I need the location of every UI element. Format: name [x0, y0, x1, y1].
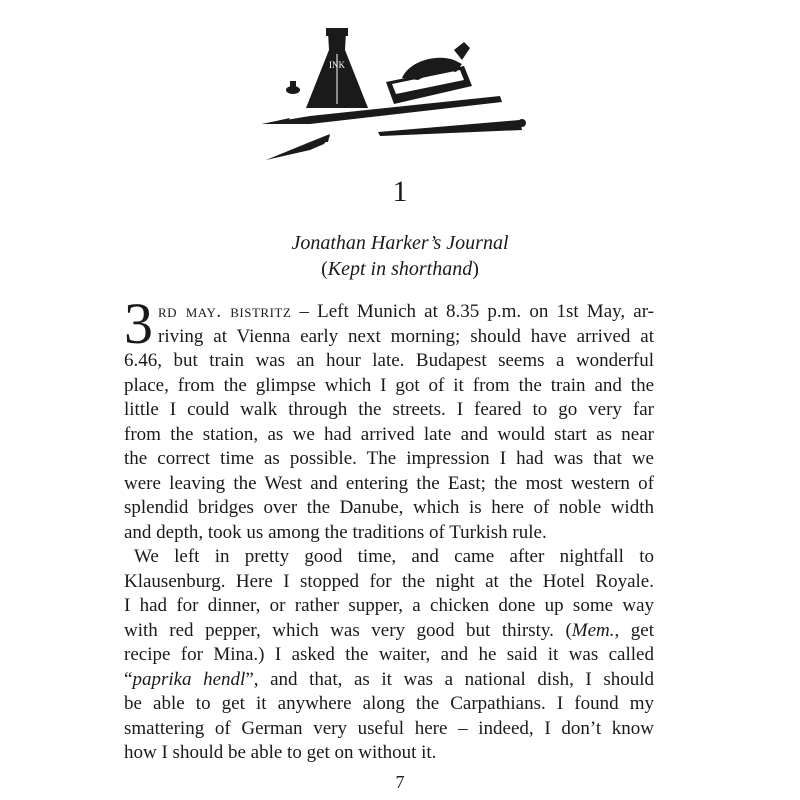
- paragraph-line: 6.46, but train was an hour late. Budapest seems a wonderful: [124, 350, 654, 371]
- paragraph-line: I had for dinner, or rather supper, a chicken done up some way: [124, 595, 654, 616]
- paragraph-line: riving at Vienna early next morning; should have arrived at: [158, 325, 654, 347]
- pen-icon: [262, 96, 502, 124]
- page-number: 7: [395, 772, 405, 792]
- paragraph-line: with red pepper, which was very good but thirsty. (Mem., get: [124, 619, 654, 641]
- ink-bottle-icon: [306, 28, 368, 108]
- journal-title: Jonathan Harker’s Journal: [291, 232, 509, 254]
- paragraph-line: “paprika hendl”, and that, as it was a national dish, I should: [124, 668, 654, 690]
- pen-nib-icon: [266, 134, 330, 160]
- journal-subtitle: (Kept in shorthand): [321, 258, 479, 280]
- hand-tray-icon: [386, 42, 472, 104]
- drop-cap: 3: [124, 291, 153, 356]
- chapter-heading: [0, 230, 800, 282]
- paragraph-line: from the station, as we had arrived late and would start as near: [124, 423, 654, 445]
- paragraph-line: and depth, took us among the traditions of Turkish rule.: [124, 521, 547, 543]
- paragraph-line: the correct time as possible. The impression I had was that we: [124, 448, 654, 469]
- paragraph-line: place, from the glimpse which I got of it from the train and the: [124, 374, 654, 396]
- chapter-number: 1: [392, 175, 408, 208]
- paragraph-line: smattering of German very useful here – indeed, I don’t know: [124, 717, 654, 739]
- paragraph-line: be able to get it anywhere along the Carpathians. I found my: [124, 693, 654, 714]
- paragraph-line: little I could walk through the streets. I feared to go very far: [124, 399, 654, 420]
- body-text: [124, 291, 654, 766]
- quill-icon: [378, 119, 526, 136]
- paragraph-line: splendid bridges over the Danube, which is here of noble width: [124, 497, 654, 518]
- paragraph-line: were leaving the West and entering the East; the most western of: [124, 472, 654, 494]
- paragraph-line: how I should be able to get on without it.: [124, 742, 437, 763]
- paragraph-line: We left in pretty good time, and came after nightfall to: [134, 546, 654, 567]
- ink-bottle-pen-nib-hand-icon: [250, 20, 550, 170]
- paragraph-line: Klausenburg. Here I stopped for the night at the Hotel Royale.: [124, 570, 654, 592]
- bottle-label: INK: [329, 60, 345, 70]
- paragraph-line: rd may. bistritz – Left Munich at 8.35 p.m. on 1st May, ar-: [158, 301, 654, 322]
- paragraph-line: recipe for Mina.) I asked the waiter, and he said it was called: [124, 644, 654, 665]
- stopper-icon: [286, 81, 300, 94]
